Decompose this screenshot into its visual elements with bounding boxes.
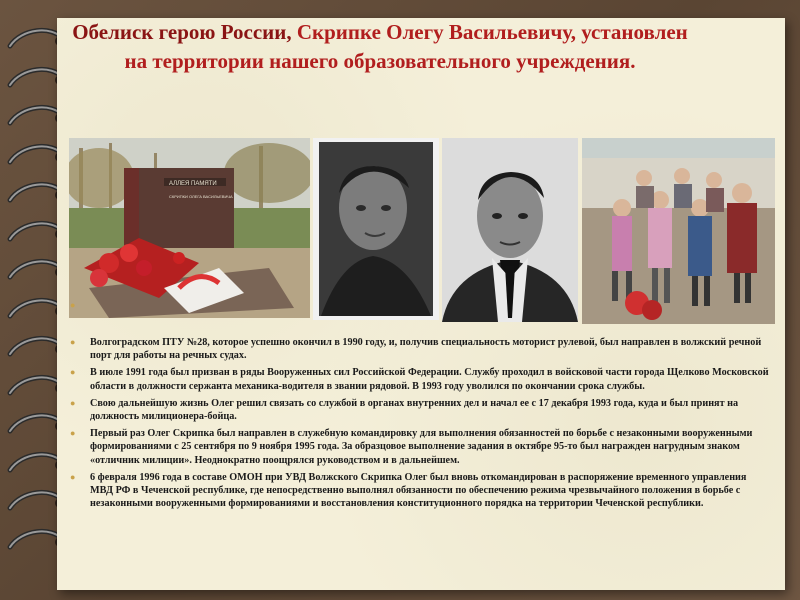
bullet-marker: ● <box>70 397 76 408</box>
monument-photo <box>69 138 310 318</box>
bullet-marker: ● <box>70 337 76 347</box>
bullet-marker: ● <box>70 367 76 378</box>
title-part-1: Обелиск герою России, <box>72 20 297 44</box>
page-title <box>60 18 700 76</box>
paragraph <box>70 336 770 362</box>
sign-title: АЛЛЕЯ ПАМЯТИ <box>169 181 217 187</box>
portrait-photo-2 <box>442 138 578 322</box>
paragraph <box>70 366 770 392</box>
paragraph <box>70 427 770 467</box>
portrait-photo-1 <box>313 138 439 320</box>
bullet-marker: ● <box>70 428 76 439</box>
paragraph-text: Первый раз Олег Скрипка был направлен в служебную командировку для выполнения обязанностей по борьбе с незаконными вооруженными формированиями с 25 сентября по 9 ноября 1995 года. За образцовое выполнение задания в октябре 95-то был награжден нагрудным знаком «отличник милиции». Неоднократно поощрялся руководством и в дальнейшем. <box>90 428 753 466</box>
paragraph-text: В июле 1991 года был призван в ряды Вооруженных сил Российской Федерации. Службу проходил в войсковой части города Щелково Московской области в должности сержанта механика-водителя в звании рядовой. В 1993 году уволился по окончании срока службы. <box>90 367 769 392</box>
biography-text <box>70 336 770 514</box>
bullet-marker: ● <box>70 471 76 482</box>
bullet-marker: ● <box>70 300 76 310</box>
title-part-2: Скрипке Олегу Васильевичу, установлен на территории нашего образовательного учреждения. <box>124 20 688 73</box>
paragraph-text: Свою дальнейшую жизнь Олег решил связать со службой в органах внутренних дел и начал ее с 17 декабря 1993 года, куда и был принят на должность милиционера-бойца. <box>90 397 739 423</box>
paragraph <box>70 397 770 423</box>
children-photo <box>582 138 775 324</box>
paragraph-text: Волгоградском ПТУ №28, которое успешно окончил в 1990 году, и, получив специальность моторист рулевой, был направлен в волжский речной порт для работы на речных судах. <box>90 337 762 362</box>
paragraph <box>70 471 770 511</box>
paragraph-text: 6 февраля 1996 года в составе ОМОН при УВД Волжского Скрипка Олег был вновь откомандирован в распоряжение временного управления МВД РФ в Чеченской республике, где непосредственно выполнял обязанности по обеспечению режима чрезвычайного положения в борьбе с незаконными вооруженными формированиями и восстановления конституционного порядка на территории Чеченской республики. <box>90 471 747 510</box>
sign-text: СКРИПКИ ОЛЕГА ВАСИЛЬЕВИЧА <box>169 194 233 199</box>
